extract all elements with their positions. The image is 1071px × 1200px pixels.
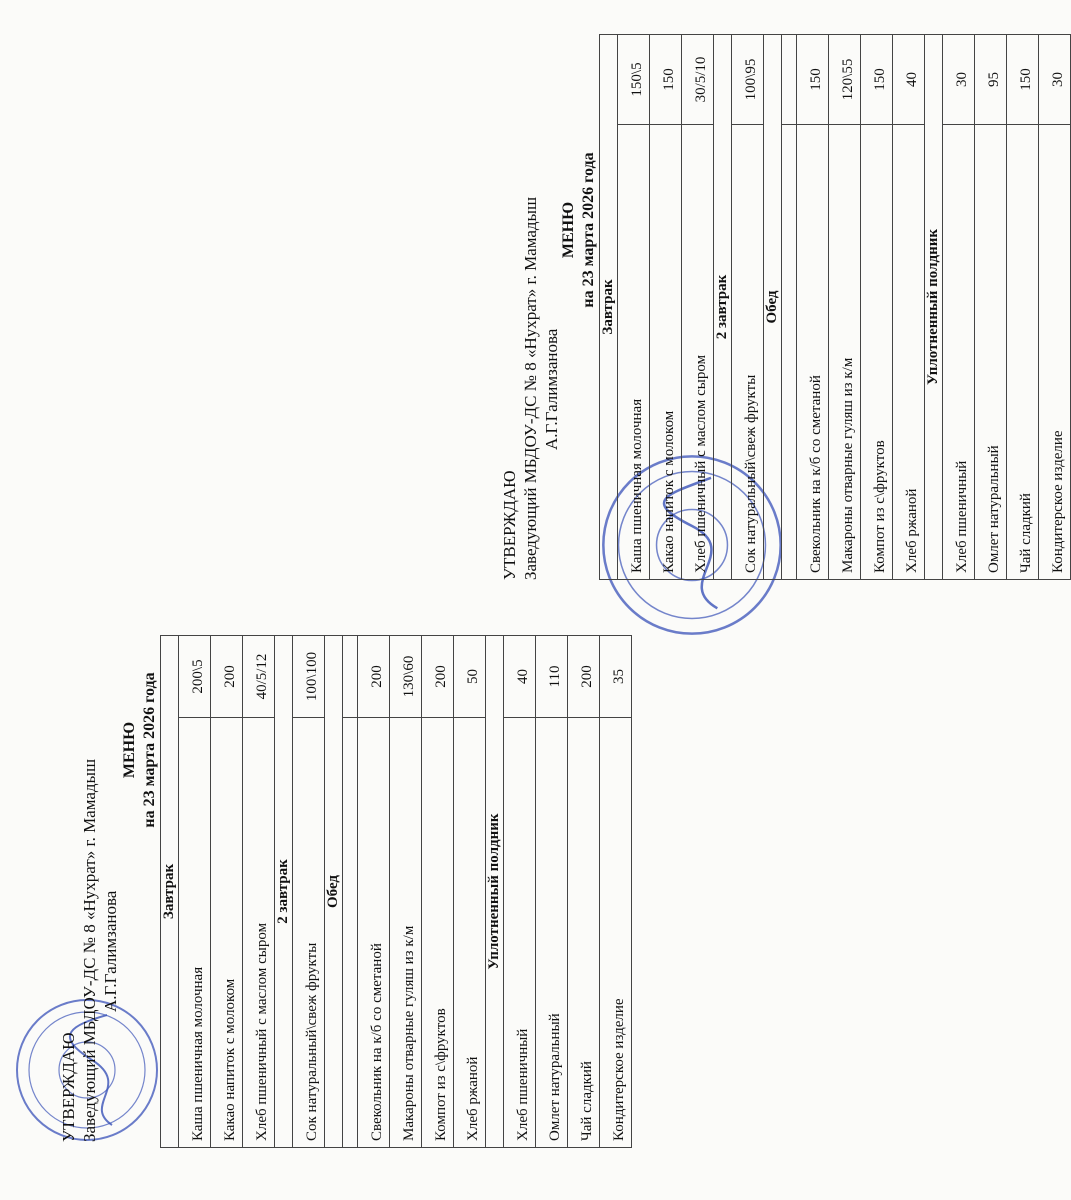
blank-row [782, 35, 797, 580]
menu-heading: МЕНЮ [560, 201, 577, 259]
table-row: Хлеб пшеничный 40 [504, 636, 536, 1148]
table-row: Омлет натуральный 110 [536, 636, 568, 1148]
table-row: Свекольник на к/б со сметаной 150 [797, 35, 829, 580]
table-row: Макароны отварные гуляш из к/м 120\55 [829, 35, 861, 580]
table-row: Компот из с\фруктов 200 [422, 636, 454, 1148]
table-row: Каша пшеничная молочная 150\5 [618, 35, 650, 580]
menu-title [559, 80, 599, 380]
section-header: Обед [764, 35, 782, 580]
table-row: Хлеб пшеничный с маслом сыром 30/5/10 [682, 35, 714, 580]
approval-signature: А.Г.Галимзанова [101, 890, 120, 1012]
table-row: Каша пшеничная молочная 200\5 [179, 636, 211, 1148]
approval-heading: УТВЕРЖДАЮ [500, 470, 519, 580]
menu-date: на 23 марта 2026 года [580, 152, 597, 308]
section-header: Обед [325, 636, 343, 1148]
section-header: Завтрак [161, 636, 179, 1148]
menu-heading: МЕНЮ [121, 721, 138, 779]
section-header: Уплотненный полдник [486, 636, 504, 1148]
approval-heading: УТВЕРЖДАЮ [59, 1032, 78, 1142]
approval-block [58, 622, 121, 1142]
section-header: Завтрак [600, 35, 618, 580]
blank-row [343, 636, 358, 1148]
table-row: Чай сладкий 150 [1007, 35, 1039, 580]
table-row: Сок натуральный\свеж фрукты 100\100 [293, 636, 325, 1148]
table-row: Сок натуральный\свеж фрукты 100\95 [732, 35, 764, 580]
approval-org: Заведующий МБДОУ-ДС № 8 «Нухрат» г. Мамадыш [80, 758, 99, 1142]
table-row: Кондитерское изделие 30 [1039, 35, 1071, 580]
section-header: Уплотненный полдник [925, 35, 943, 580]
table-row: Чай сладкий 200 [568, 636, 600, 1148]
approval-org: Заведующий МБДОУ-ДС № 8 «Нухрат» г. Мамадыш [521, 196, 540, 580]
approval-block [499, 60, 562, 580]
table-row: Какао напиток с молоком 150 [650, 35, 682, 580]
table-row: Кондитерское изделие 35 [600, 636, 632, 1148]
table-row: Хлеб ржаной 50 [454, 636, 486, 1148]
table-row: Хлеб пшеничный 30 [943, 35, 975, 580]
table-row: Макароны отварные гуляш из к/м 130\60 [390, 636, 422, 1148]
table-row: Свекольник на к/б со сметаной 200 [358, 636, 390, 1148]
approval-signature: А.Г.Галимзанова [542, 328, 561, 450]
menu-title [120, 600, 160, 900]
menu-table [599, 34, 1071, 580]
table-row: Хлеб ржаной 40 [893, 35, 925, 580]
table-row: Хлеб пшеничный с маслом сыром 40/5/12 [243, 636, 275, 1148]
section-header: 2 завтрак [714, 35, 732, 580]
section-header: 2 завтрак [275, 636, 293, 1148]
menu-date: на 23 марта 2026 года [141, 672, 158, 828]
table-row: Омлет натуральный 95 [975, 35, 1007, 580]
table-row: Какао напиток с молоком 200 [211, 636, 243, 1148]
menu-copy-right [437, 0, 1066, 1200]
table-row: Компот из с\фруктов 150 [861, 35, 893, 580]
